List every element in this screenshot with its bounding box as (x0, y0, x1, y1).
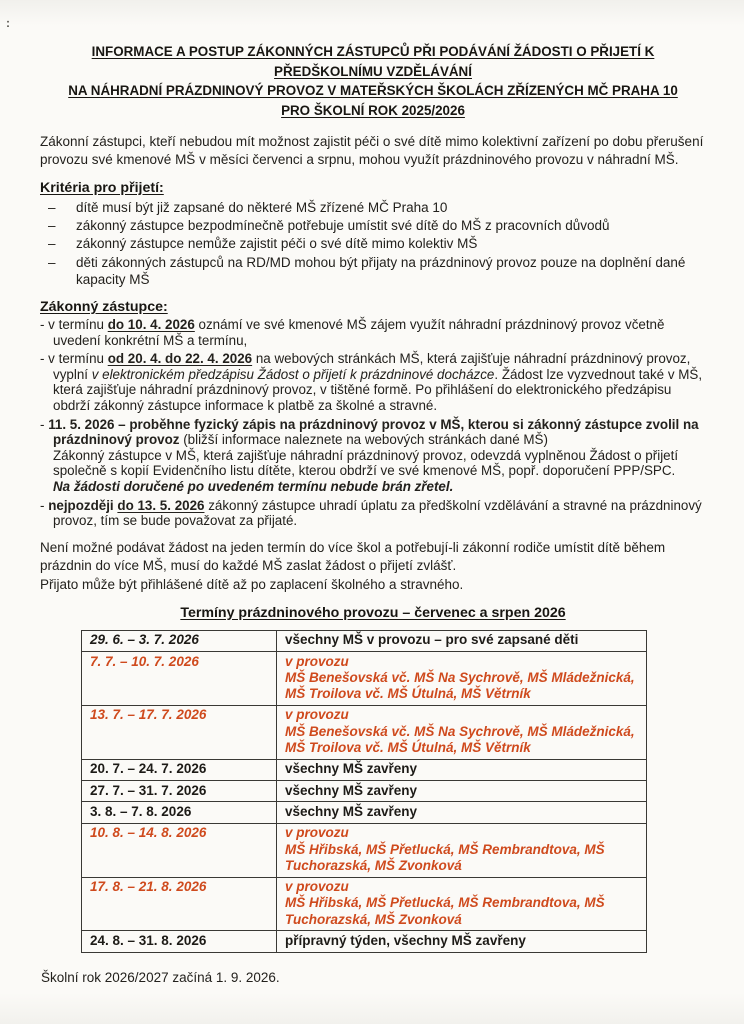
status-cell (277, 630, 647, 651)
table-row (82, 652, 647, 706)
text-segment-bold: nejpozději (48, 497, 118, 513)
date-range-cell: 29. 6. – 3. 7. 2026 (82, 630, 277, 651)
table-row (82, 705, 647, 759)
bullet-dash: – (48, 218, 56, 234)
criteria-section (40, 179, 706, 288)
status-cell (277, 652, 647, 706)
date-range-cell: 13. 7. – 17. 7. 2026 (82, 705, 277, 759)
school-list-line: MŠ Benešovská vč. MŠ Na Sychrově, MŠ Mládežnická, MŠ Troilova vč. MŠ Útulná, MŠ Větrník (285, 669, 635, 702)
status-cell (277, 931, 647, 952)
guardian-step-1 (40, 317, 706, 348)
status-line: v provozu (285, 707, 349, 723)
schedule-table-heading: Termíny prázdninového provozu – červenec a srpen 2026 (180, 604, 566, 621)
status-cell (277, 705, 647, 759)
criteria-item (40, 235, 706, 252)
table-row (82, 802, 647, 823)
text-segment: oznámí ve své kmenové MŠ zájem využít náhradní prázdninový provoz včetně uvedení konkrétní MŠ a termínu, (53, 317, 665, 348)
criteria-item-text: zákonný zástupce bezpodmínečně potřebuje umístit své dítě do MŠ z pracovních důvodů (76, 218, 610, 234)
status-cell (277, 802, 647, 823)
date-range-cell: 3. 8. – 7. 8. 2026 (82, 802, 277, 823)
status-line: v provozu (285, 879, 349, 895)
text-segment: zákonný zástupce uhradí úplatu za předškolní vzdělávání a stravné na prázdninový provoz, tím se bude považovat za přijaté. (53, 497, 702, 529)
guardian-step-3 (40, 417, 706, 448)
school-year-footer: Školní rok 2026/2027 začíná 1. 9. 2026. (41, 969, 280, 985)
date-range-cell: 24. 8. – 31. 8. 2026 (82, 931, 277, 952)
table-row (82, 877, 647, 931)
text-segment: - (40, 497, 49, 513)
guardian-step-2 (40, 351, 706, 413)
school-list-line: MŠ Hřibská, MŠ Přetlucká, MŠ Rembrandtova, MŠ Tuchorazská, MŠ Zvonková (285, 895, 605, 927)
enrollment-date-bold: 11. 5. 2026 – proběhne fyzický zápis na prázdninový provoz v MŠ, kterou si zákonný zástupce zvolil na prázdninový provoz (48, 416, 699, 448)
title-line-3: PRO ŠKOLNÍ ROK 2025/2026 (281, 102, 465, 118)
intro-paragraph: Zákonní zástupci, kteří nebudou mít možnost zajistit péči o své dítě mimo kolektivní zařízení po dobu přerušení provozu své kmenové MŠ v měsíci červenci a srpnu, mohou využít prázdninového provozu v náhradní MŠ. (40, 134, 704, 167)
school-list-line: MŠ Benešovská vč. MŠ Na Sychrově, MŠ Mládežnická, MŠ Troilova vč. MŠ Útulná, MŠ Větrník (285, 723, 635, 756)
guardian-step-3-detail: Zákonný zástupce v MŠ, která zajišťuje náhradní prázdninový provoz, odevzdá vyplněnou Žádost o přijetí společně s kopií Evidenčního listu dítěte, kterou obdrží ve své kmenové MŠ, popř. doporučení PPP/SPC. (53, 447, 679, 479)
table-row (82, 823, 647, 877)
table-row (82, 931, 647, 952)
date-range-cell: 10. 8. – 14. 8. 2026 (82, 823, 277, 877)
text-segment: - v termínu (40, 351, 108, 367)
note-payment-required: Přijato může být přihlášené dítě až po zaplacení školného a stravného. (40, 576, 464, 592)
status-cell (277, 759, 647, 780)
scan-artifact: : (6, 16, 10, 30)
guardian-step-4 (40, 498, 706, 529)
criteria-item (40, 254, 706, 288)
text-segment: (bližší informace naleznete na webových stránkách dané MŠ) (179, 432, 548, 448)
bullet-dash: – (48, 236, 56, 252)
legal-guardian-heading: Zákonný zástupce: (40, 299, 168, 316)
late-application-warning: Na žádosti doručené po uvedeném termínu nebude brán zřetel. (53, 478, 454, 494)
criteria-item (40, 217, 706, 234)
criteria-list (40, 199, 706, 288)
table-row (82, 781, 647, 802)
legal-guardian-section (40, 298, 706, 529)
criteria-heading: Kritéria pro přijetí: (40, 180, 164, 196)
deadline-date: do 10. 4. 2026 (107, 317, 195, 333)
status-line: všechny MŠ zavřeny (285, 761, 418, 777)
criteria-item-text: dítě musí být již zapsané do některé MŠ zřízené MČ Praha 10 (76, 200, 448, 215)
table-row (82, 630, 647, 651)
status-cell (277, 877, 647, 931)
date-range-cell: 7. 7. – 10. 7. 2026 (82, 652, 277, 706)
status-line: všechny MŠ v provozu – pro své zapsané děti (285, 632, 579, 648)
text-segment: - v termínu (40, 317, 108, 333)
criteria-item-text: zákonný zástupce nemůže zajistit péči o své dítě mimo kolektiv MŠ (76, 236, 478, 252)
status-line: v provozu (285, 825, 349, 841)
criteria-item-text: děti zákonných zástupců na RD/MD mohou být přijaty na prázdninový provoz pouze na doplnění dané kapacity MŠ (76, 254, 686, 287)
text-segment: - (40, 416, 49, 432)
title-line-2: NA NÁHRADNÍ PRÁZDNINOVÝ PROVOZ V MATEŘSKÝCH ŠKOLÁCH ZŘÍZENÝCH MČ PRAHA 10 (68, 83, 678, 98)
holiday-schedule-table (81, 630, 647, 953)
status-line: přípravný týden, všechny MŠ zavřeny (285, 932, 526, 948)
payment-deadline-date: do 13. 5. 2026 (117, 497, 205, 513)
criteria-item (40, 199, 706, 216)
table-row (82, 759, 647, 780)
status-line: všechny MŠ zavřeny (285, 803, 418, 819)
date-range-cell: 27. 7. – 31. 7. 2026 (82, 781, 277, 802)
status-cell (277, 781, 647, 802)
application-name-italic: v elektronickém předzápisu Žádost o přijetí k prázdninové docházce (91, 366, 495, 382)
deadline-date: od 20. 4. do 22. 4. 2026 (107, 351, 253, 367)
note-multiple-schools: Není možné podávat žádost na jeden termín do více škol a potřebují-li zákonní rodiče umístit dítě během prázdnin do více MŠ, musí do každé MŠ zaslat žádost o přijetí zvlášť. (40, 539, 666, 573)
status-cell (277, 823, 647, 877)
text-segment: na webových stránkách MŠ, která zajišťuje náhradní prázdninový provoz, vyplní (53, 351, 691, 382)
bullet-dash: – (48, 200, 56, 215)
bullet-dash: – (48, 254, 56, 270)
school-list-line: MŠ Hřibská, MŠ Přetlucká, MŠ Rembrandtova, MŠ Tuchorazská, MŠ Zvonková (285, 841, 605, 873)
title-line-1: INFORMACE A POSTUP ZÁKONNÝCH ZÁSTUPCŮ PŘI PODÁVÁNÍ ŽÁDOSTI O PŘIJETÍ K PŘEDŠKOLNÍMU VZDĚLÁVÁNÍ (91, 44, 655, 79)
text-segment: . Žádost lze vyzvednout také v MŠ, která zajišťuje náhradní prázdninový provoz, v tištěné formě. Po přihlášení do elektronického předzápisu obdrží zákonný zástupce informace k platbě za školné a stravné. (53, 366, 703, 413)
document-title (40, 42, 706, 120)
date-range-cell: 17. 8. – 21. 8. 2026 (82, 877, 277, 931)
date-range-cell: 20. 7. – 24. 7. 2026 (82, 759, 277, 780)
status-line: všechny MŠ zavřeny (285, 782, 418, 798)
status-line: v provozu (285, 653, 349, 669)
